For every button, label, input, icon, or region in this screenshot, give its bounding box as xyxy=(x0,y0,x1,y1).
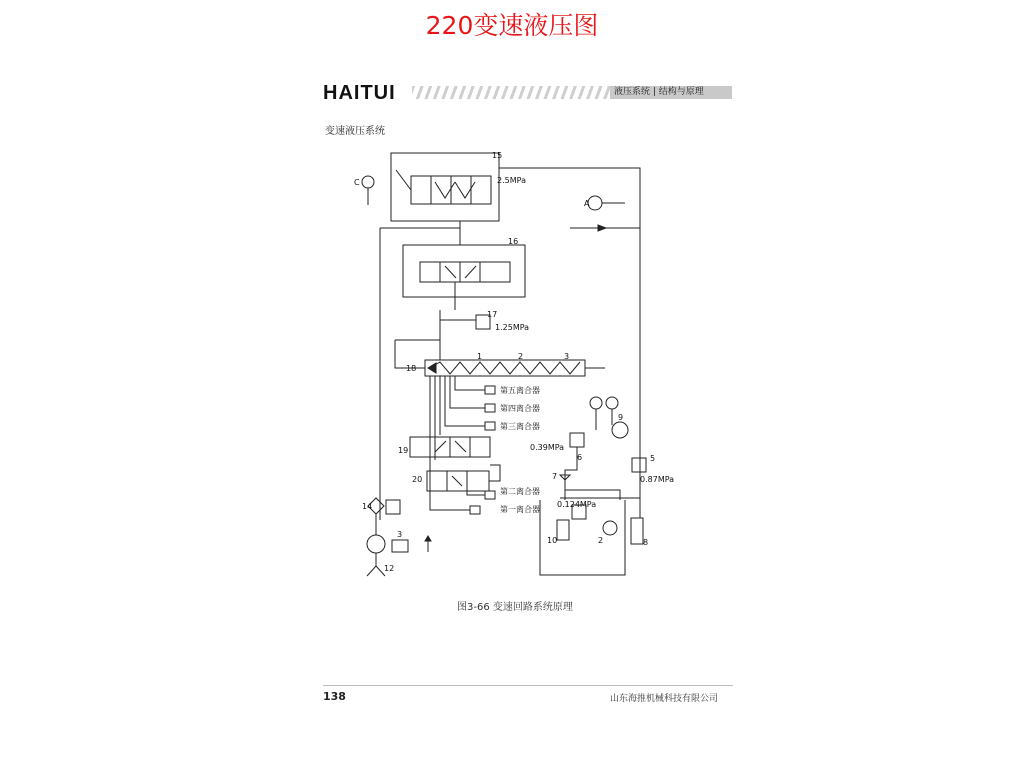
label-18: 18 xyxy=(406,364,417,373)
brand-logo: HAITUI xyxy=(323,82,396,104)
gauge-right xyxy=(606,397,618,409)
label-16: 16 xyxy=(508,237,519,246)
label-9: 9 xyxy=(618,413,624,422)
label-8: 8 xyxy=(643,538,649,547)
label-12: 12 xyxy=(384,564,395,573)
label-17: 17 xyxy=(487,310,498,319)
tank-8 xyxy=(631,518,643,544)
label-clutch-4: 第四离合器 xyxy=(500,404,540,413)
label-7: 7 xyxy=(552,472,558,481)
label-gauge-c: C xyxy=(354,178,360,187)
label-gauge-a: A xyxy=(584,199,590,208)
company-name: 山东海推机械科技有限公司 xyxy=(610,694,719,704)
label-3b: 3 xyxy=(397,530,403,539)
label-15: 15 xyxy=(492,151,503,160)
label-14: 14 xyxy=(362,502,373,511)
label-n2: 2 xyxy=(518,352,524,361)
figure-caption: 图3-66 变速回路系统原理 xyxy=(457,602,573,613)
pump-2 xyxy=(603,521,617,535)
label-n3: 3 xyxy=(564,352,570,361)
main-pump xyxy=(367,535,385,553)
cooler-9 xyxy=(612,422,628,438)
valve-20 xyxy=(427,471,489,491)
gauge-c xyxy=(362,176,374,188)
relief-valve-5 xyxy=(632,458,646,472)
label-5: 5 xyxy=(650,454,656,463)
label-0-124mpa: 0.124MPa xyxy=(557,500,597,509)
label-0-87mpa: 0.87MPa xyxy=(640,475,675,484)
label-clutch-5: 第五离合器 xyxy=(500,386,540,395)
label-n1: 1 xyxy=(477,352,483,361)
section-title: 变速液压系统 xyxy=(325,126,385,137)
valve-16-housing xyxy=(403,245,525,297)
label-20: 20 xyxy=(412,475,423,484)
gauge-left xyxy=(590,397,602,409)
relief-valve-14 xyxy=(386,500,400,514)
gauge-a xyxy=(588,196,602,210)
filter-10 xyxy=(557,520,569,540)
valve-15-housing xyxy=(391,153,499,221)
label-10: 10 xyxy=(547,536,558,545)
label-6: 6 xyxy=(577,453,583,462)
page-number: 138 xyxy=(323,690,346,703)
label-0-39mpa: 0.39MPa xyxy=(530,443,565,452)
label-clutch-3: 第三离合器 xyxy=(500,422,540,431)
label-1-25mpa: 1.25MPa xyxy=(495,323,530,332)
valve-16-spool xyxy=(420,262,510,282)
header-section-label: 液压系统 | 结构与原理 xyxy=(610,86,732,99)
relief-valve-6 xyxy=(570,433,584,447)
relief-valve-3 xyxy=(392,540,408,552)
label-19: 19 xyxy=(398,446,409,455)
label-clutch-2: 第二离合器 xyxy=(500,487,540,496)
label-2: 2 xyxy=(598,536,604,545)
label-clutch-1: 第一离合器 xyxy=(500,505,540,514)
slide-title: 220变速液压图 xyxy=(425,11,599,40)
label-2-5mpa: 2.5MPa xyxy=(497,176,526,185)
footer-divider xyxy=(323,685,733,686)
